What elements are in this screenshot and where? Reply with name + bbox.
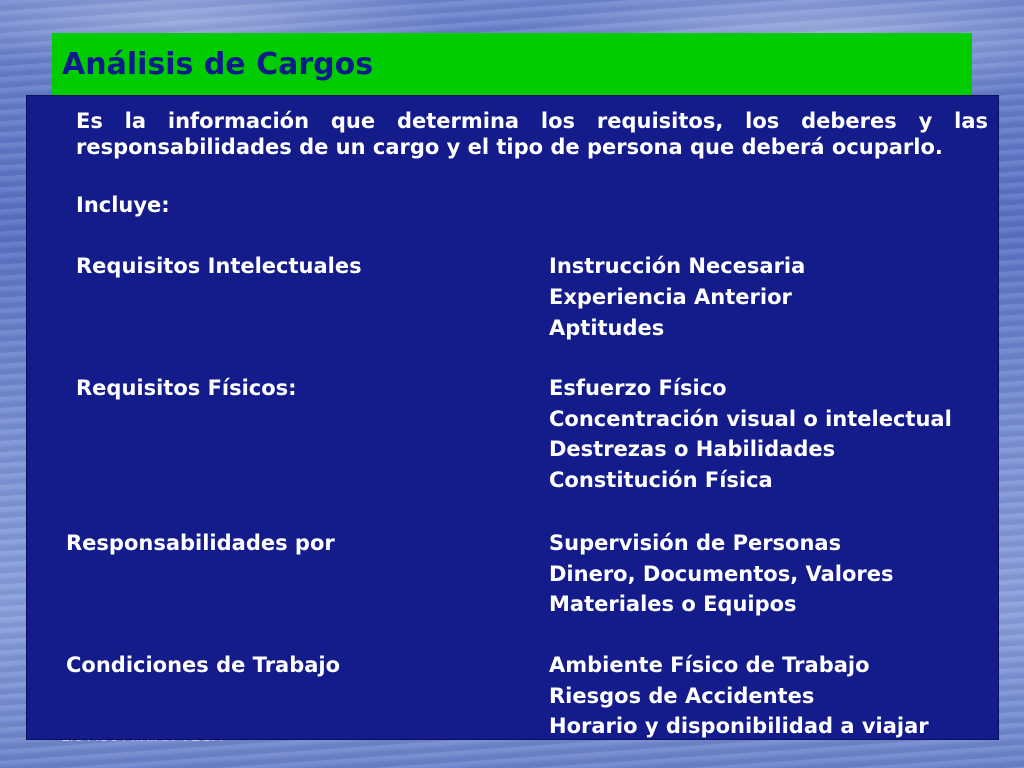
- category-item: Constitución Física: [549, 468, 773, 492]
- category-item: Dinero, Documentos, Valores: [549, 562, 894, 586]
- category-item: Concentración visual o intelectual: [549, 407, 952, 431]
- category-item: Instrucción Necesaria: [549, 254, 806, 278]
- category-item: Riesgos de Accidentes: [549, 684, 815, 708]
- category-item: Experiencia Anterior: [549, 285, 792, 309]
- category-label-work-conditions: Condiciones de Trabajo: [66, 653, 341, 677]
- category-item: Destrezas o Habilidades: [549, 437, 836, 461]
- category-item: Supervisión de Personas: [549, 531, 842, 555]
- category-label-intellectual: Requisitos Intelectuales: [76, 254, 362, 278]
- category-label-physical: Requisitos Físicos:: [76, 376, 297, 400]
- category-item: Ambiente Físico de Trabajo: [549, 653, 870, 677]
- title-bar: [52, 33, 972, 95]
- category-item: Horario y disponibilidad a viajar: [549, 714, 929, 738]
- intro-paragraph: Es la información que determina los requisitos, los deberes y las responsabilidades de un cargo y el tipo de persona que deberá ocuparlo.: [76, 109, 988, 159]
- category-item: Esfuerzo Físico: [549, 376, 727, 400]
- category-label-responsibilities: Responsabilidades por: [66, 531, 335, 555]
- category-item: Aptitudes: [549, 316, 665, 340]
- includes-label: Incluye:: [76, 193, 170, 217]
- content-panel: [26, 95, 999, 740]
- category-item: Materiales o Equipos: [549, 592, 797, 616]
- slide-title: Análisis de Cargos: [62, 47, 374, 82]
